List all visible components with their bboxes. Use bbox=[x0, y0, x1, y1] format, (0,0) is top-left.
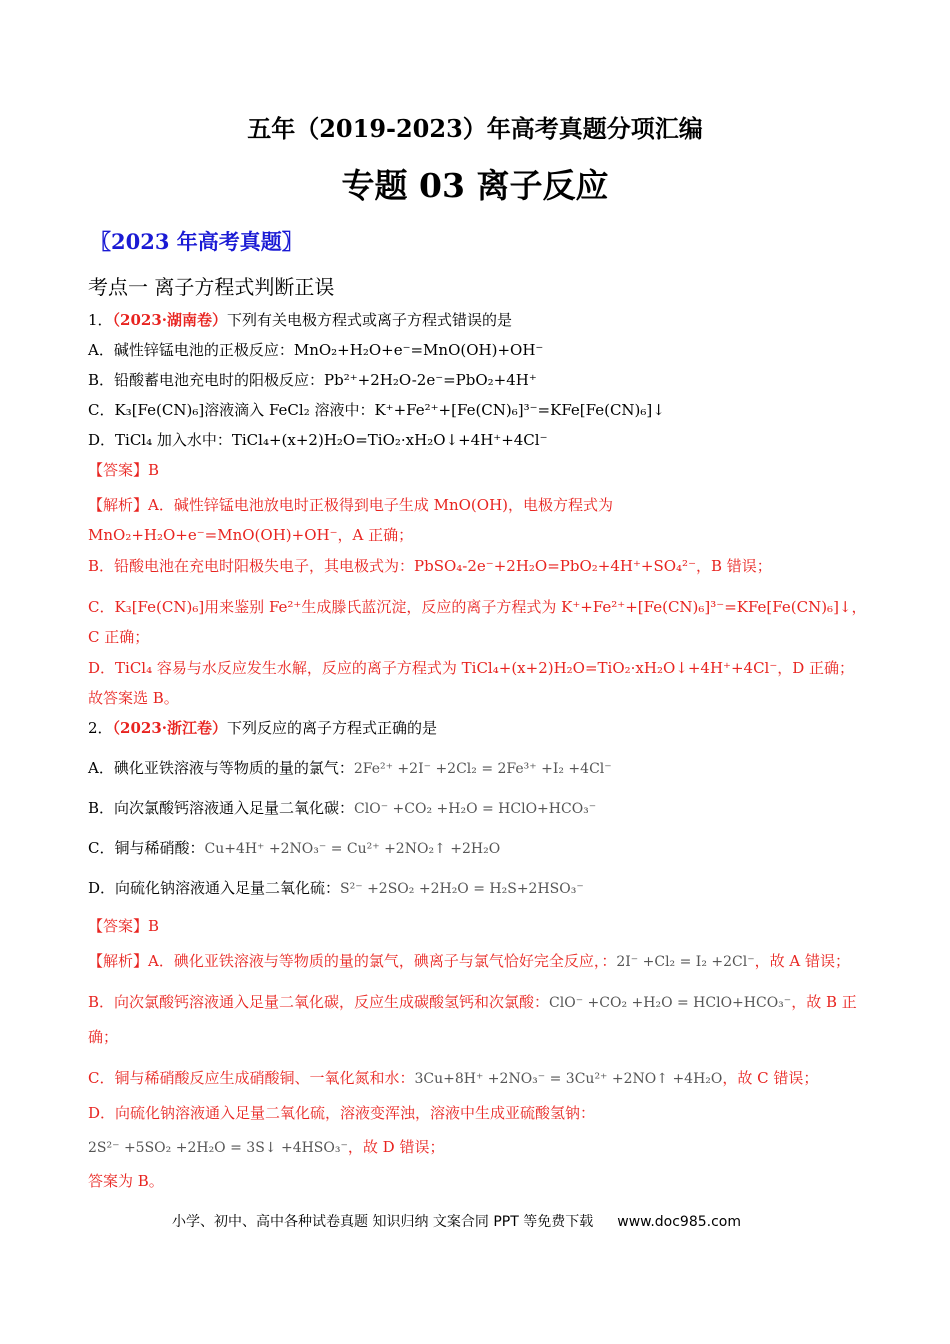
explanation-text: 【解析】A．碘化亚铁溶液与等物质的量的氯气，碘离子与氯气恰好完全反应，： bbox=[88, 952, 617, 970]
option-a bbox=[88, 748, 870, 788]
question-text: 下列反应的离子方程式正确的是 bbox=[227, 719, 438, 737]
explanation-b bbox=[88, 985, 870, 1054]
document-subtitle: 专题 03 离子反应 bbox=[341, 166, 609, 205]
option-d bbox=[88, 868, 870, 908]
explanation-a bbox=[88, 944, 870, 979]
section-heading: 〖2023 年高考真题〗 bbox=[90, 229, 303, 254]
footer-text: 小学、初中、高中各种试卷真题 知识归纳 文案合同 PPT 等免费下载 bbox=[172, 1214, 594, 1230]
question-source: （2023·湖南卷） bbox=[112, 311, 228, 329]
conclusion: 答案为 B。 bbox=[88, 1172, 164, 1190]
conclusion: 故答案选 B。 bbox=[88, 689, 179, 707]
question-number: 2． bbox=[88, 719, 113, 737]
equation: 3Cu+8H⁺ +2NO₃⁻ = 3Cu²⁺ +2NO↑ +4H₂O bbox=[414, 1071, 723, 1087]
explanation-d: D．TiCl₄ 容易与水反应发生水解，反应的离子方程式为 TiCl₄+(x+2)H₂O=TiO₂·xH₂O↓+4H⁺+4Cl⁻，D 正确； bbox=[88, 659, 855, 677]
explanation-b: B．铅酸电池在充电时阳极失电子，其电极式为：PbSO₄-2e⁻+2H₂O=PbO₂+4H⁺+SO₄²⁻，B 错误； bbox=[88, 557, 772, 575]
content bbox=[88, 310, 870, 1198]
option-label: C．铜与稀硝酸： bbox=[88, 839, 205, 857]
explanation-text: C．铜与稀硝酸反应生成硝酸铜、一氧化氮和水： bbox=[88, 1069, 415, 1087]
question-number: 1． bbox=[88, 311, 113, 329]
explanation-text: ，故 C 错误； bbox=[722, 1069, 819, 1087]
question-text: 下列有关电极方程式或离子方程式错误的是 bbox=[227, 311, 513, 329]
explanation-text: ，故 B 正确； bbox=[88, 993, 857, 1046]
equation: S²⁻ +2SO₂ +2H₂O = H₂S+2HSO₃⁻ bbox=[340, 881, 584, 897]
option-label: B．向次氯酸钙溶液通入足量二氧化碳： bbox=[88, 799, 355, 817]
answer: 【答案】B bbox=[88, 461, 160, 479]
explanation-text: ，故 D 错误； bbox=[347, 1138, 445, 1156]
option-c bbox=[88, 828, 870, 868]
footer-link[interactable]: www.doc985.com bbox=[617, 1214, 741, 1230]
equation: Cu+4H⁺ +2NO₃⁻ = Cu²⁺ +2NO₂↑ +2H₂O bbox=[204, 841, 501, 857]
option-d: D．TiCl₄ 加入水中：TiCl₄+(x+2)H₂O=TiO₂·xH₂O↓+4H⁺+4Cl⁻ bbox=[88, 431, 548, 449]
explanation-text: B．向次氯酸钙溶液通入足量二氧化碳，反应生成碳酸氢钙和次氯酸： bbox=[88, 993, 550, 1011]
topic-heading: 考点一 离子方程式判断正误 bbox=[88, 275, 335, 299]
explanation-a: 【解析】A．碱性锌锰电池放电时正极得到电子生成 MnO(OH)，电极方程式为 MnO₂+H₂O+e⁻=MnO(OH)+OH⁻，A 正确； bbox=[88, 496, 614, 544]
option-c: C．K₃[Fe(CN)₆]溶液滴入 FeCl₂ 溶液中：K⁺+Fe²⁺+[Fe(CN)₆]³⁻=KFe[Fe(CN)₆]↓ bbox=[88, 401, 665, 419]
option-b: B．铅酸蓄电池充电时的阳极反应：Pb²⁺+2H₂O-2e⁻=PbO₂+4H⁺ bbox=[88, 371, 537, 389]
footer bbox=[172, 1212, 741, 1232]
document-title: 五年（2019-2023）年高考真题分项汇编 bbox=[247, 114, 703, 143]
option-b bbox=[88, 788, 870, 828]
explanation-d: D．向硫化钠溶液通入足量二氧化硫，溶液变浑浊，溶液中生成亚硫酸氢钠： bbox=[88, 1104, 596, 1122]
explanation-c: C．K₃[Fe(CN)₆]用来鉴别 Fe²⁺生成滕氏蓝沉淀，反应的离子方程式为 K⁺+Fe²⁺+[Fe(CN)₆]³⁻=KFe[Fe(CN)₆]↓，C 正确； bbox=[88, 598, 867, 646]
explanation-text: ，故 A 错误； bbox=[754, 952, 850, 970]
option-a: A．碱性锌锰电池的正极反应：MnO₂+H₂O+e⁻=MnO(OH)+OH⁻ bbox=[88, 341, 544, 359]
option-label: A．碘化亚铁溶液与等物质的量的氯气： bbox=[88, 759, 354, 777]
equation: ClO⁻ +CO₂ +H₂O = HClO+HCO₃⁻ bbox=[354, 801, 597, 817]
question-source: （2023·浙江卷） bbox=[112, 719, 228, 737]
explanation-c bbox=[88, 1060, 870, 1096]
question-1-stem bbox=[88, 310, 870, 340]
equation: 2I⁻ +Cl₂ = I₂ +2Cl⁻ bbox=[616, 954, 755, 970]
question-2-stem bbox=[88, 718, 870, 748]
answer: 【答案】B bbox=[88, 917, 160, 935]
option-label: D．向硫化钠溶液通入足量二氧化硫： bbox=[88, 879, 341, 897]
equation: ClO⁻ +CO₂ +H₂O = HClO+HCO₃⁻ bbox=[549, 995, 792, 1011]
equation: 2S²⁻ +5SO₂ +2H₂O = 3S↓ +4HSO₃⁻ bbox=[88, 1140, 348, 1156]
explanation-d-equation bbox=[88, 1130, 870, 1164]
equation: 2Fe²⁺ +2I⁻ +2Cl₂ = 2Fe³⁺ +I₂ +4Cl⁻ bbox=[353, 761, 612, 777]
